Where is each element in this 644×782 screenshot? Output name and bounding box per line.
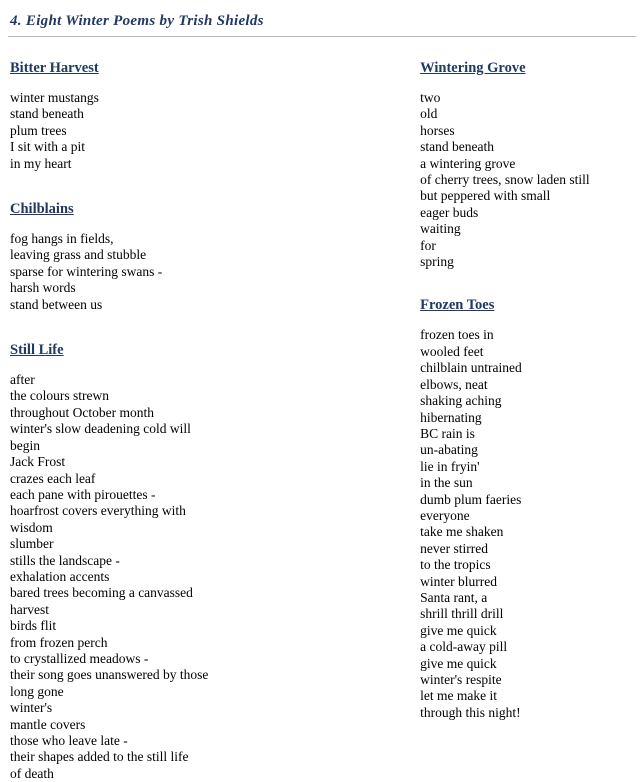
poem-line: to crystallized meadows -: [10, 650, 149, 666]
poem-line: sparse for wintering swans -: [10, 263, 163, 279]
poem-line: but peppered with small: [420, 188, 551, 204]
poem-title: Chilblains: [10, 201, 74, 218]
page-title: 4. Eight Winter Poems by Trish Shields: [10, 13, 264, 29]
poem-line: give me quick: [420, 655, 497, 671]
poem-bitter-harvest: [10, 59, 420, 172]
poem-line: slumber: [10, 536, 54, 552]
poem-title: Frozen Toes: [420, 297, 495, 314]
poem-line: mantle covers: [10, 716, 86, 732]
poem-line: dumb plum faeries: [420, 491, 522, 507]
poem-line: stills the landscape -: [10, 552, 120, 568]
poem-line: winter mustangs: [10, 90, 99, 105]
poem-line: in my heart: [10, 155, 72, 171]
poem-line: shrill thrill drill: [420, 606, 504, 622]
poem-line: let me make it: [420, 688, 497, 704]
poem-line: winter blurred: [420, 573, 497, 589]
poem-line: hoarfrost covers everything with: [10, 503, 186, 519]
poem-line: exhalation accents: [10, 568, 110, 584]
poem-line: un-abating: [420, 442, 478, 458]
right-column: [420, 59, 636, 721]
poem-line: winter's: [10, 700, 53, 716]
poem-line: their song goes unanswered by those: [10, 667, 209, 683]
poem-line: chilblain untrained: [420, 360, 522, 376]
poem-line: throughout October month: [10, 404, 154, 420]
poem-title: Wintering Grove: [420, 60, 526, 76]
poem-line: winter's respite: [420, 672, 502, 687]
poem-body: [10, 372, 420, 782]
poem-line: wisdom: [10, 519, 53, 535]
poem-line: BC rain is: [420, 425, 475, 441]
poem-line: two: [420, 90, 441, 105]
poem-line: winter's slow deadening cold will: [10, 421, 191, 437]
poem-line: old: [420, 106, 438, 122]
poem-line: never stirred: [420, 540, 488, 556]
poem-line: a wintering grove: [420, 155, 516, 171]
poem-line: elbows, neat: [420, 376, 488, 392]
poem-line: frozen toes in: [420, 327, 494, 343]
poem-chilblains: [10, 200, 420, 313]
poem-line: eager buds: [420, 204, 479, 220]
poem-line: Jack Frost: [10, 454, 66, 470]
poem-columns: [8, 59, 636, 782]
poem-body: [10, 90, 420, 172]
poem-frozen-toes: [420, 296, 636, 721]
poem-line: take me shaken: [420, 524, 504, 540]
poem-line: each pane with pirouettes -: [10, 486, 156, 502]
poem-line: of death: [10, 765, 54, 781]
title-divider: [8, 36, 636, 37]
poem-line: bared trees becoming a canvassed: [10, 585, 193, 601]
poem-line: a cold-away pill: [420, 639, 508, 655]
poem-line: lie in fryin': [420, 458, 480, 474]
poem-body: [420, 327, 636, 721]
poem-title: Still Life: [10, 342, 64, 359]
poem-line: from frozen perch: [10, 634, 108, 650]
poem-line: long gone: [10, 683, 64, 699]
poem-line: horses: [420, 122, 455, 138]
poem-line: stand beneath: [10, 106, 84, 122]
poem-line: their shapes added to the still life: [10, 749, 189, 765]
poem-line: crazes each leaf: [10, 470, 96, 486]
poem-line: after: [10, 372, 35, 388]
poem-line: spring: [420, 254, 454, 270]
poem-line: stand between us: [10, 296, 103, 312]
left-column: [8, 59, 420, 782]
poem-still-life: [10, 341, 420, 782]
poem-title: Bitter Harvest: [10, 60, 99, 76]
poem-wintering-grove: [420, 59, 636, 270]
poem-line: to the tropics: [420, 557, 491, 573]
poem-line: shaking aching: [420, 393, 502, 409]
poem-line: waiting: [420, 221, 461, 237]
poem-body: [420, 90, 636, 270]
poem-line: those who leave late -: [10, 733, 128, 748]
poem-line: fog hangs in fields,: [10, 231, 114, 247]
poem-line: hibernating: [420, 409, 482, 425]
poem-line: leaving grass and stubble: [10, 247, 147, 263]
poem-line: for: [420, 237, 436, 253]
poem-line: Santa rant, a: [420, 589, 488, 605]
poem-body: [10, 231, 420, 313]
poem-line: the colours strewn: [10, 388, 109, 404]
poem-line: I sit with a pit: [10, 139, 85, 155]
poem-line: stand beneath: [420, 139, 494, 155]
poem-line: wooled feet: [420, 343, 484, 359]
poem-line: through this night!: [420, 704, 521, 720]
poem-line: give me quick: [420, 622, 497, 638]
poem-line: birds flit: [10, 618, 57, 634]
poem-line: harsh words: [10, 280, 76, 296]
poem-spacer: [420, 270, 636, 296]
poem-spacer: [10, 313, 420, 341]
poem-line: in the sun: [420, 475, 473, 491]
poem-line: everyone: [420, 507, 470, 523]
poem-line: harvest: [10, 601, 49, 617]
poem-line: plum trees: [10, 122, 67, 138]
poem-spacer: [10, 172, 420, 200]
poem-line: of cherry trees, snow laden still: [420, 172, 590, 188]
poem-line: begin: [10, 437, 40, 453]
